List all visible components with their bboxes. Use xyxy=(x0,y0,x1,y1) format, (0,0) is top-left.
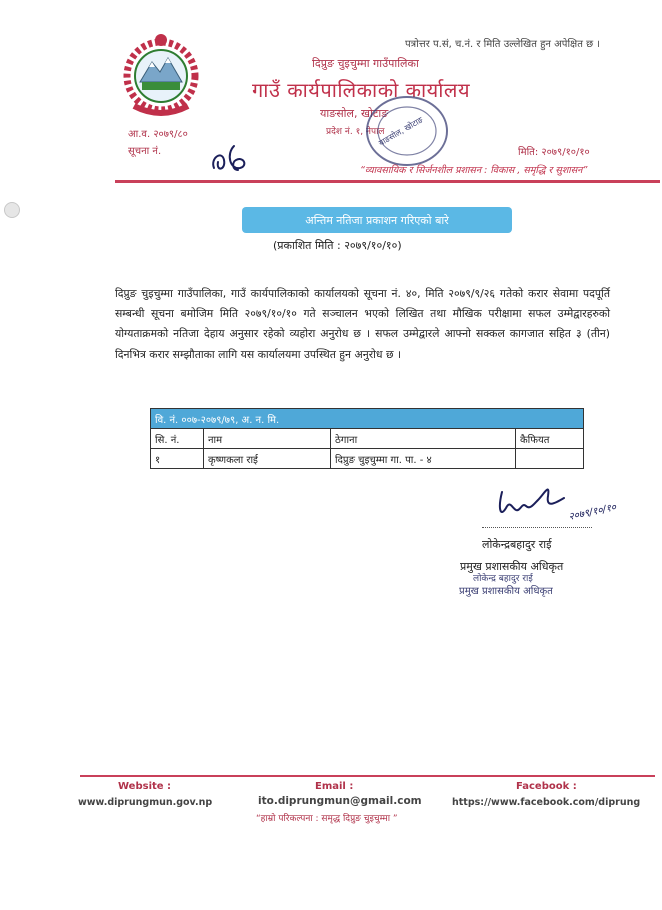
signature-line xyxy=(482,527,592,528)
notice-title: अन्तिम नतिजा प्रकाशन गरिएको बारे xyxy=(242,207,512,233)
municipality-name: दिप्रुङ चुइचुम्मा गाउँपालिका xyxy=(312,57,419,70)
results-table xyxy=(150,408,584,469)
signature-date: २०७९/१०/१० xyxy=(567,502,618,523)
fiscal-year: आ.व. २०७९/८० xyxy=(128,129,188,140)
table-caption: वि. नं. ००७-२०७९/७९, अ. न. मि. xyxy=(151,409,584,429)
office-province: प्रदेश नं. १, नेपाल xyxy=(326,127,385,137)
cell-remarks xyxy=(516,449,584,469)
cell-address: दिप्रुङ चुइचुम्मा गा. पा. - ४ xyxy=(331,449,516,469)
column-header-remarks: कैफियत xyxy=(516,429,584,449)
website-label: Website : xyxy=(118,781,172,792)
website-link[interactable]: www.diprungmun.gov.np xyxy=(78,797,213,808)
cell-serial: १ xyxy=(151,449,204,469)
office-district: याङसोल, खोटाङ xyxy=(320,107,389,120)
notice-date: मिति: २०७९/१०/१० xyxy=(518,147,590,158)
email-link[interactable]: ito.diprungmun@gmail.com xyxy=(258,795,422,807)
cell-name: कृष्णकला राई xyxy=(204,449,331,469)
punch-hole xyxy=(4,202,20,218)
seal-signatory-title: प्रमुख प्रशासकीय अधिकृत xyxy=(459,586,553,597)
header-divider xyxy=(115,180,660,183)
signatory-title: प्रमुख प्रशासकीय अधिकृत xyxy=(460,560,564,573)
nepal-emblem-icon xyxy=(120,28,202,124)
seal-signatory-name: लोकेन्द्र बहादुर राई xyxy=(473,574,533,584)
facebook-link[interactable]: https://www.facebook.com/diprung xyxy=(452,797,641,808)
facebook-label: Facebook : xyxy=(516,781,577,792)
column-header-serial: सि. नं. xyxy=(151,429,204,449)
office-slogan: “व्यावसायिक र सिर्जनशील प्रशासन : विकास , समृद्धि र सुशासन” xyxy=(360,165,588,176)
published-date: (प्रकाशित मिति : २०७९/१०/१०) xyxy=(273,239,402,252)
office-name: गाउँ कार्यपालिकाको कार्यालय xyxy=(252,78,471,102)
table-header-row xyxy=(151,429,584,449)
notice-number-label: सूचना नं. xyxy=(128,146,162,157)
footer-motto: “हाम्रो परिकल्पना : समृद्ध दिप्रुङ चुइचुम्मा ” xyxy=(256,814,398,824)
reference-note: पत्रोत्तर प.सं, च.नं. र मिति उल्लेखित हुन अपेक्षित छ । xyxy=(405,39,601,50)
email-label: Email : xyxy=(315,781,354,792)
table-caption-row xyxy=(151,409,584,429)
signatory-name: लोकेन्द्रबहादुर राई xyxy=(482,538,552,551)
table-row xyxy=(151,449,584,469)
notice-body: दिप्रुङ चुइचुम्मा गाउँपालिका, गाउँ कार्यपालिकाको कार्यालयको सूचना नं. ४०, मिति २०७९/९/२६ गतेको करार सेवामा पदपूर्ति सम्बन्धी सूचना बमोजिम मिति २०७९/१०/१० गते सञ्चालन भएको लिखित तथा मौखिक परीक्षामा सफल उम्मेद्वारहरुको योग्यताक्रमको नतिजा देहाय अनुसार रहेको व्यहोरा अनुरोध छ । सफल उम्मेद्वारले आफ्नो सक्कल कागजात सहित ३ (तीन) दिनभित्र करार सम्झौताका लागि यस कार्यालयमा उपस्थित हुन अनुरोध छ । xyxy=(115,287,610,361)
stamp-text: याङसोल, खोटाङ xyxy=(377,115,425,148)
footer-divider xyxy=(80,775,655,777)
handwritten-number-icon xyxy=(208,140,258,176)
office-stamp xyxy=(362,92,452,170)
column-header-address: ठेगाना xyxy=(331,429,516,449)
column-header-name: नाम xyxy=(204,429,331,449)
handwritten-notice-number xyxy=(208,140,258,176)
